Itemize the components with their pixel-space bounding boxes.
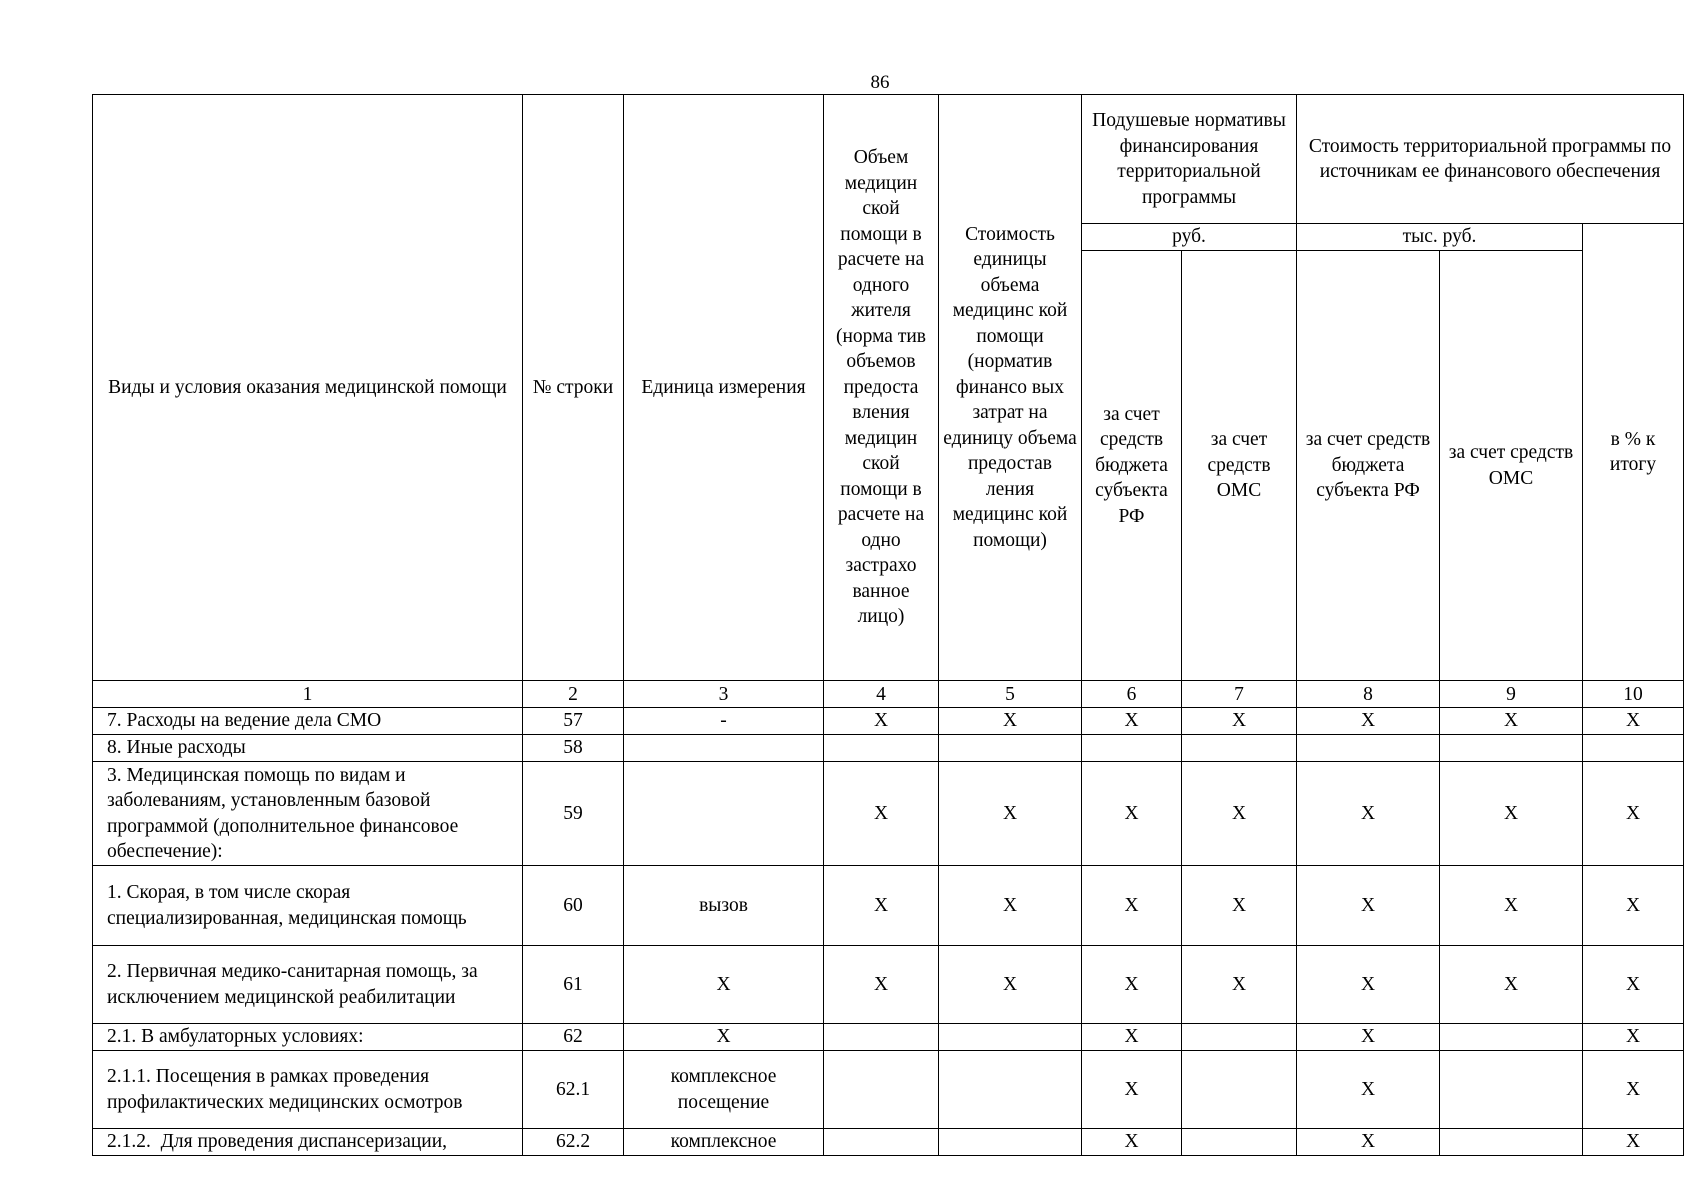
row-cell: X: [1440, 762, 1583, 866]
row-number: 58: [523, 735, 624, 762]
row-cell: X: [1182, 866, 1297, 946]
row-unit: вызов: [624, 866, 824, 946]
row-number: 60: [523, 866, 624, 946]
row-cell: X: [1082, 1051, 1182, 1129]
header-unit: Единица измерения: [624, 95, 824, 681]
row-unit: -: [624, 708, 824, 735]
row-cell: [939, 1024, 1082, 1051]
row-number: 61: [523, 946, 624, 1024]
row-cell: [1440, 735, 1583, 762]
header-oms-per-capita: за счет средств ОМС: [1182, 251, 1297, 681]
row-cell: [939, 735, 1082, 762]
financing-table: [92, 94, 1684, 1156]
row-name: 3. Медицинская помощь по видам и заболеваниям, установленным базовой программой (дополнительное финансовое обеспечение):: [93, 762, 523, 866]
row-cell: X: [1297, 1051, 1440, 1129]
row-cell: [1182, 1024, 1297, 1051]
row-name: 2.1.1. Посещения в рамках проведения профилактических медицинских осмотров: [93, 1051, 523, 1129]
row-unit: комплексное посещение: [624, 1051, 824, 1129]
row-number: 62.1: [523, 1051, 624, 1129]
row-cell: X: [1583, 708, 1684, 735]
row-cell: X: [1082, 708, 1182, 735]
header-types-of-care: Виды и условия оказания медицинской помощи: [93, 95, 523, 681]
row-cell: X: [1583, 866, 1684, 946]
table-row: [93, 946, 1684, 1024]
row-cell: X: [939, 946, 1082, 1024]
column-number: 3: [624, 681, 824, 708]
row-cell: X: [824, 866, 939, 946]
row-name: 7. Расходы на ведение дела СМО: [93, 708, 523, 735]
header-oms-cost: за счет средств ОМС: [1440, 251, 1583, 681]
row-cell: [1297, 735, 1440, 762]
row-unit: [624, 735, 824, 762]
row-cell: X: [1583, 1051, 1684, 1129]
header-unit-rub: руб.: [1082, 224, 1297, 251]
column-number: 6: [1082, 681, 1182, 708]
table-row: [93, 1024, 1684, 1051]
row-cell: [824, 1129, 939, 1156]
row-cell: X: [1583, 762, 1684, 866]
table-row: [93, 762, 1684, 866]
row-cell: [1583, 735, 1684, 762]
header-budget-cost: за счет средств бюджета субъекта РФ: [1297, 251, 1440, 681]
row-cell: X: [1440, 866, 1583, 946]
table-row: [93, 735, 1684, 762]
row-cell: X: [1082, 762, 1182, 866]
header-percent-of-total: в % к итогу: [1583, 224, 1684, 681]
row-cell: X: [1082, 866, 1182, 946]
row-cell: X: [1583, 946, 1684, 1024]
column-number: 10: [1583, 681, 1684, 708]
row-cell: X: [1182, 946, 1297, 1024]
row-cell: X: [1297, 866, 1440, 946]
row-cell: [1440, 1051, 1583, 1129]
row-cell: [1440, 1024, 1583, 1051]
row-cell: [1440, 1129, 1583, 1156]
row-cell: X: [1440, 946, 1583, 1024]
row-number: 62.2: [523, 1129, 624, 1156]
row-number: 59: [523, 762, 624, 866]
row-unit: X: [624, 946, 824, 1024]
row-unit: [624, 762, 824, 866]
row-number: 57: [523, 708, 624, 735]
page-number: 86: [870, 72, 890, 93]
row-cell: [824, 735, 939, 762]
row-cell: X: [1583, 1129, 1684, 1156]
row-cell: X: [1182, 762, 1297, 866]
row-cell: X: [1297, 762, 1440, 866]
row-name: 1. Скорая, в том числе скорая специализированная, медицинская помощь: [93, 866, 523, 946]
row-cell: X: [1082, 946, 1182, 1024]
row-cell: [824, 1024, 939, 1051]
row-name: 8. Иные расходы: [93, 735, 523, 762]
row-name: 2. Первичная медико-санитарная помощь, за исключением медицинской реабилитации: [93, 946, 523, 1024]
row-unit: комплексное: [624, 1129, 824, 1156]
row-cell: [1182, 735, 1297, 762]
row-cell: X: [824, 762, 939, 866]
column-number: 8: [1297, 681, 1440, 708]
row-cell: [939, 1051, 1082, 1129]
table-row: [93, 1129, 1684, 1156]
column-number: 5: [939, 681, 1082, 708]
row-cell: X: [1082, 1129, 1182, 1156]
row-cell: [939, 1129, 1082, 1156]
table-row: [93, 1051, 1684, 1129]
column-number: 7: [1182, 681, 1297, 708]
column-number: 4: [824, 681, 939, 708]
row-cell: X: [939, 762, 1082, 866]
row-cell: X: [1440, 708, 1583, 735]
row-cell: X: [1182, 708, 1297, 735]
header-budget-per-capita: за счет средств бюджета субъекта РФ: [1082, 251, 1182, 681]
column-number: 9: [1440, 681, 1583, 708]
row-unit: X: [624, 1024, 824, 1051]
table-row: [93, 866, 1684, 946]
row-cell: X: [1297, 946, 1440, 1024]
row-cell: X: [824, 708, 939, 735]
column-number: 1: [93, 681, 523, 708]
row-cell: X: [939, 866, 1082, 946]
row-cell: X: [1082, 1024, 1182, 1051]
row-name: 2.1. В амбулаторных условиях:: [93, 1024, 523, 1051]
row-cell: X: [1583, 1024, 1684, 1051]
row-cell: [1082, 735, 1182, 762]
header-unit-thousand-rub: тыс. руб.: [1297, 224, 1583, 251]
row-cell: X: [1297, 708, 1440, 735]
row-name: 2.1.2. Для проведения диспансеризации,: [93, 1129, 523, 1156]
row-cell: X: [1297, 1129, 1440, 1156]
row-cell: X: [1297, 1024, 1440, 1051]
row-cell: X: [824, 946, 939, 1024]
row-cell: [824, 1051, 939, 1129]
header-row-number: № строки: [523, 95, 624, 681]
header-unit-cost: Стоимость единицы объема медицинс кой помощи (норматив финансо вых затрат на единицу объема предостав ления медицинс кой помощи): [939, 95, 1082, 681]
row-cell: [1182, 1129, 1297, 1156]
row-cell: [1182, 1051, 1297, 1129]
row-cell: X: [939, 708, 1082, 735]
column-number: 2: [523, 681, 624, 708]
header-volume: Объем медицин ской помощи в расчете на одного жителя (норма тив объемов предоста вления медицин ской помощи в расчете на одно застрахо ванное лицо): [824, 95, 939, 681]
row-number: 62: [523, 1024, 624, 1051]
header-program-cost: Стоимость территориальной программы по источникам ее финансового обеспечения: [1297, 95, 1684, 224]
table-row: [93, 708, 1684, 735]
header-per-capita-norms: Подушевые нормативы финансирования территориальной программы: [1082, 95, 1297, 224]
